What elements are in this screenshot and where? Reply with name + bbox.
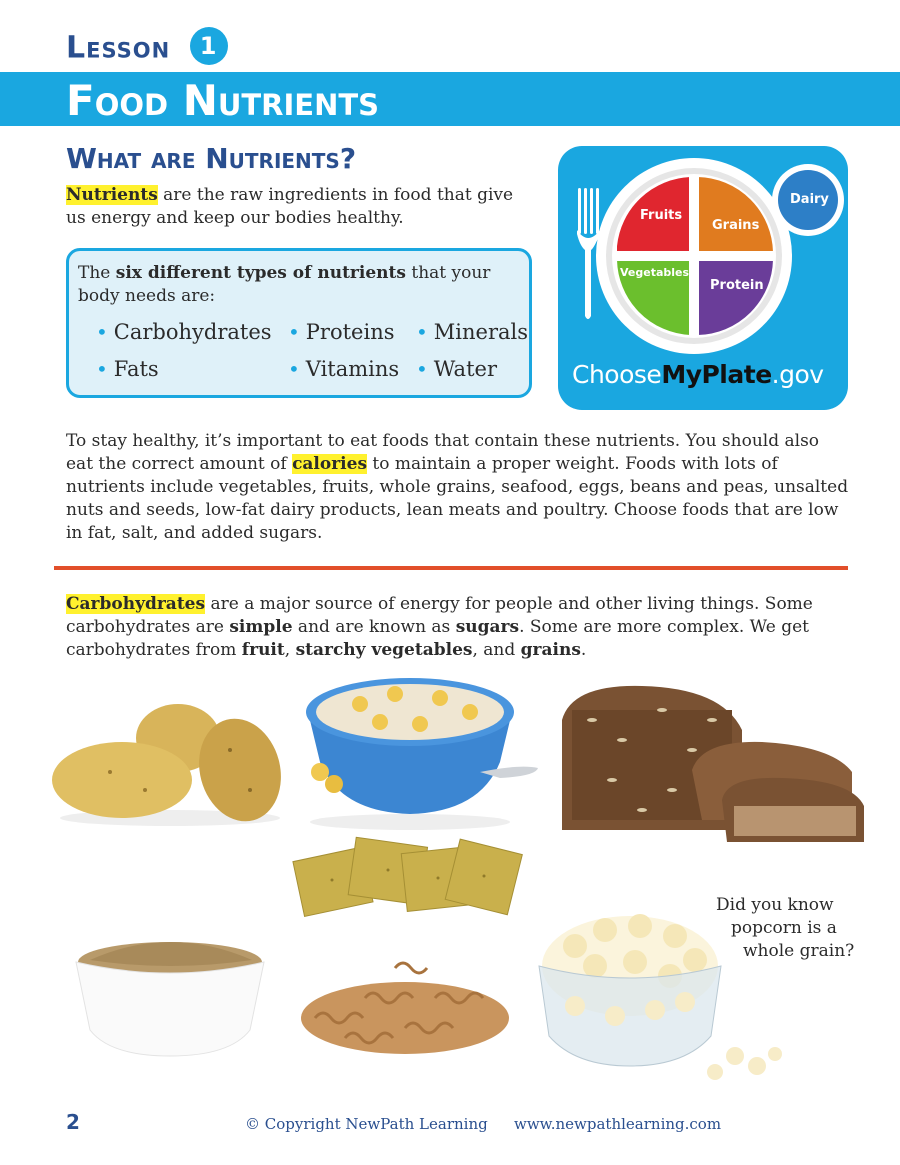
lesson-label (66, 30, 228, 68)
website-link[interactable]: www.newpathlearning.com (514, 1115, 722, 1133)
brand-post: .gov (771, 360, 824, 389)
nutrient-item-label: Vitamins (305, 357, 400, 381)
carbs-bold: grains (520, 640, 581, 660)
copyright-text: © Copyright NewPath Learning (245, 1115, 488, 1133)
myplate-brand (572, 360, 824, 389)
carbohydrates-paragraph (66, 593, 826, 662)
calories-paragraph-post: to maintain a proper weight. Foods with lots of nutrients include vegetables, fruits, whole grains, seafood, eggs, beans and peas, unsalted nuts and seeds, low-fat dairy products, lean meats and poultry. Choose foods that are low in fat, salt, and added sugars. (66, 454, 849, 543)
nutrient-item: • Carbohydrates (96, 320, 272, 344)
brand-bold: MyPlate (661, 360, 772, 389)
rotini-pasta-photo (295, 948, 515, 1058)
lesson-number-badge: 1 (190, 27, 228, 65)
nutrient-item: • Proteins (288, 320, 395, 344)
carbs-text: . (580, 640, 587, 660)
section-divider (54, 566, 848, 570)
popcorn-note-line2: popcorn is a (731, 918, 837, 938)
nutrient-item: • Fats (96, 357, 159, 381)
carbs-text: and are known as (292, 617, 456, 637)
carbs-bold: sugars (455, 617, 520, 637)
nutrient-item-label: Minerals (433, 320, 529, 344)
nutrient-item-label: Proteins (305, 320, 395, 344)
term-nutrients: Nutrients (66, 185, 158, 205)
carbs-text: , (284, 640, 296, 660)
carbs-bold: starchy vegetables (295, 640, 473, 660)
page-number: 2 (66, 1110, 80, 1134)
label-dairy: Dairy (790, 192, 829, 207)
nutrient-item-label: Water (433, 357, 497, 381)
carbs-text: , and (472, 640, 521, 660)
nutrient-box-intro-post: that your body needs are: (78, 263, 491, 306)
crackers-photo (292, 834, 527, 934)
popcorn-note-line3: whole grain? (743, 941, 855, 961)
section-heading: What are Nutrients? (66, 142, 357, 175)
intro-paragraph (66, 184, 536, 230)
carbs-bold: fruit (241, 640, 285, 660)
carbs-bold: simple (229, 617, 293, 637)
oatmeal-bowl-photo (300, 672, 545, 832)
term-calories: calories (292, 454, 368, 474)
nutrient-item: • Vitamins (288, 357, 400, 381)
carbs-text: . Some are more complex. We get carbohydrates from (66, 617, 809, 660)
nutrient-item: • Water (416, 357, 497, 381)
carbs-text: are a major source of energy for people and other living things. Some carbohydrates are (66, 594, 813, 637)
nutrient-box-intro-bold: six different types of nutrients (115, 263, 406, 283)
page-title: Food Nutrients (66, 76, 380, 125)
nutrient-item-label: Carbohydrates (113, 320, 272, 344)
intro-text: are the raw ingredients in food that give us energy and keep our bodies healthy. (66, 185, 514, 228)
label-grains: Grains (712, 218, 760, 233)
rice-bowl-photo (70, 920, 275, 1060)
nutrient-item-label: Fats (113, 357, 159, 381)
calories-paragraph (66, 430, 850, 545)
lesson-label-text: Lesson (66, 30, 171, 66)
nutrient-item: • Minerals (416, 320, 529, 344)
calories-paragraph-pre: To stay healthy, it’s important to eat foods that contain these nutrients. You should also eat the correct amount of (66, 431, 820, 474)
label-vegetables: Vegetables (620, 266, 690, 279)
label-protein: Protein (710, 278, 764, 293)
nutrient-box-intro-pre: The (78, 263, 116, 283)
brand-pre: Choose (572, 360, 662, 389)
nutrient-box-intro (78, 262, 528, 308)
term-carbohydrates: Carbohydrates (66, 594, 206, 614)
potatoes-photo (50, 690, 290, 830)
label-fruits: Fruits (640, 208, 683, 223)
popcorn-note-line1: Did you know (716, 895, 834, 915)
bread-photo (552, 680, 867, 850)
